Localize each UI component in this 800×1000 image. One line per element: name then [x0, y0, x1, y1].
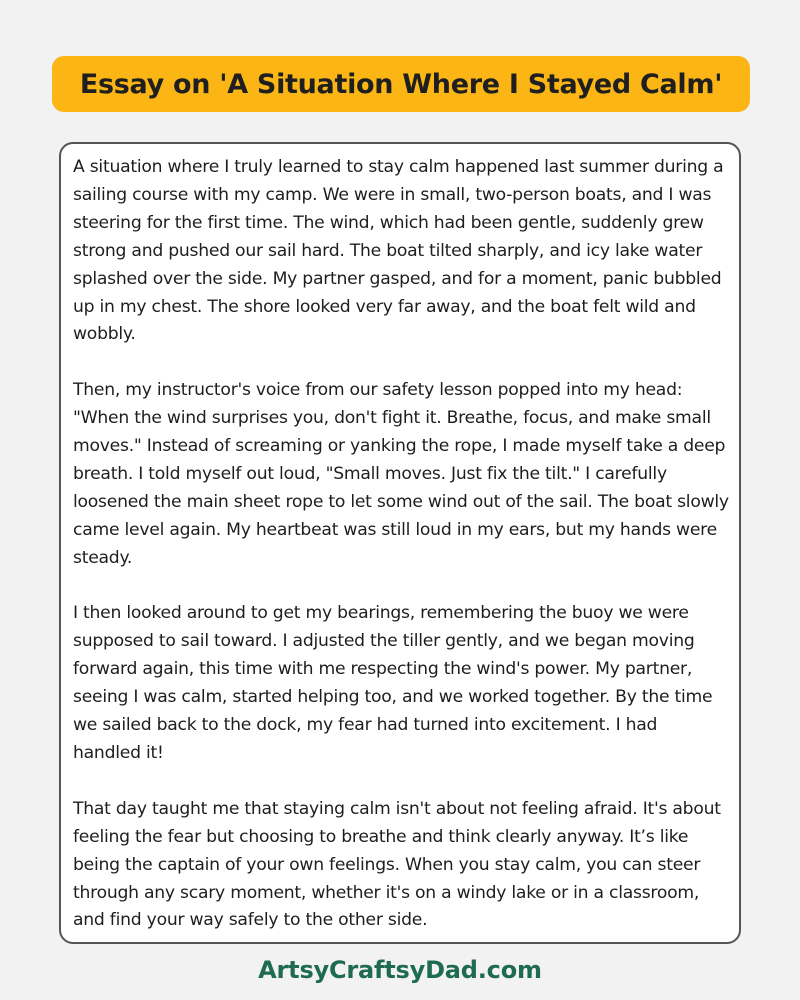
essay-paragraph-2: Then, my instructor's voice from our safety lesson popped into my head: "When the wind surprises you, don't fight it. Breathe, focus, and make small moves." Instead of screaming or yanking the rope, I made myself take a deep breath. I told myself out loud, "Small moves. Just fix the tilt." I carefully loosened the main sheet rope to let some wind out of the sail. The boat slowly came level again. My heartbeat was still loud in my ears, but my hands were steady.	[73, 380, 729, 568]
essay-paragraph-3: I then looked around to get my bearings, remembering the buoy we were supposed to sail toward. I adjusted the tiller gently, and we began moving forward again, this time with me respecting the wind's power. My partner, seeing I was calm, started helping too, and we worked together. By the time we sailed back to the dock, my fear had turned into excitement. I had handled it!	[73, 603, 713, 763]
page-title: Essay on 'A Situation Where I Stayed Calm'	[79, 68, 723, 100]
site-brand: ArtsyCraftsyDad.com	[258, 956, 542, 984]
title-banner	[52, 56, 750, 112]
essay-paragraph-1: A situation where I truly learned to stay calm happened last summer during a sailing course with my camp. We were in small, two-person boats, and I was steering for the first time. The wind, which had been gentle, suddenly grew strong and pushed our sail hard. The boat tilted sharply, and icy lake water splashed over the side. My partner gasped, and for a moment, panic bubbled up in my chest. The shore looked very far away, and the boat felt wild and wobbly.	[73, 157, 724, 345]
essay-card	[59, 142, 741, 944]
essay-paragraph-4: That day taught me that staying calm isn't about not feeling afraid. It's about feeling the fear but choosing to breathe and think clearly anyway. It’s like being the captain of your own feelings. When you stay calm, you can steer through any scary moment, whether it's on a windy lake or in a classroom, and find your way safely to the other side.	[73, 798, 721, 931]
